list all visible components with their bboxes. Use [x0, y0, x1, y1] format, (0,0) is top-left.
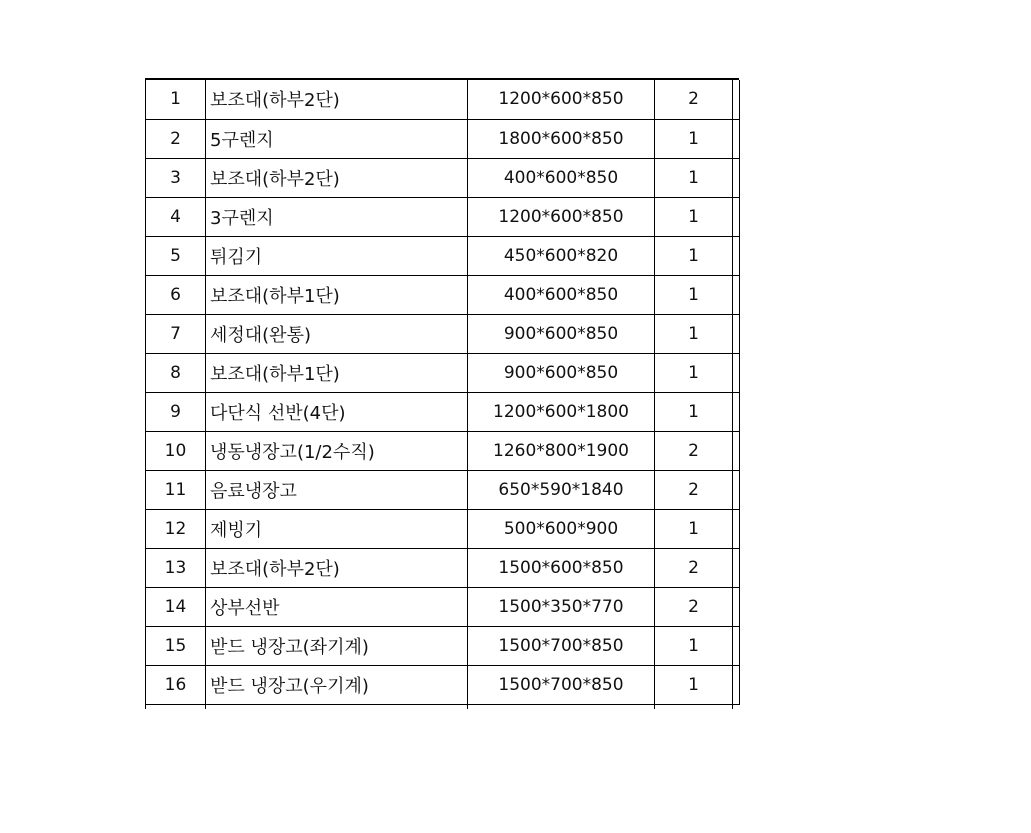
row-number-cell: 5 — [146, 236, 206, 275]
trailing-cell — [733, 392, 740, 431]
item-name-cell: 다단식 선반(4단) — [206, 392, 468, 431]
item-name-cell: 보조대(하부2단) — [206, 80, 468, 119]
row-number-cell: 4 — [146, 197, 206, 236]
equipment-table-body — [146, 80, 740, 704]
item-name-cell: 받드 냉장고(좌기계) — [206, 626, 468, 665]
quantity-cell: 1 — [655, 665, 733, 704]
table-row — [146, 665, 740, 704]
dimensions-cell: 450*600*820 — [468, 236, 655, 275]
row-number-cell: 16 — [146, 665, 206, 704]
item-name-cell: 받드 냉장고(우기계) — [206, 665, 468, 704]
trailing-cell — [733, 197, 740, 236]
table-row — [146, 509, 740, 548]
item-name-cell: 냉동냉장고(1/2수직) — [206, 431, 468, 470]
row-number-cell: 13 — [146, 548, 206, 587]
quantity-cell: 2 — [655, 548, 733, 587]
trailing-cell — [733, 587, 740, 626]
trailing-cell — [733, 236, 740, 275]
item-name-cell: 세정대(완통) — [206, 314, 468, 353]
row-number-cell: 14 — [146, 587, 206, 626]
table-row — [146, 392, 740, 431]
dimensions-cell: 650*590*1840 — [468, 470, 655, 509]
column-stub-line — [654, 703, 655, 709]
trailing-cell — [733, 80, 740, 119]
dimensions-cell: 900*600*850 — [468, 314, 655, 353]
table-row — [146, 275, 740, 314]
dimensions-cell: 1800*600*850 — [468, 119, 655, 158]
dimensions-cell: 400*600*850 — [468, 158, 655, 197]
item-name-cell: 보조대(하부1단) — [206, 353, 468, 392]
item-name-cell: 5구렌지 — [206, 119, 468, 158]
item-name-cell: 제빙기 — [206, 509, 468, 548]
table-row — [146, 119, 740, 158]
dimensions-cell: 1260*800*1900 — [468, 431, 655, 470]
row-number-cell: 7 — [146, 314, 206, 353]
trailing-cell — [733, 314, 740, 353]
table-row — [146, 548, 740, 587]
trailing-cell — [733, 509, 740, 548]
dimensions-cell: 1500*700*850 — [468, 665, 655, 704]
item-name-cell: 상부선반 — [206, 587, 468, 626]
column-stub-line — [205, 703, 206, 709]
equipment-table — [145, 80, 740, 705]
dimensions-cell: 1500*600*850 — [468, 548, 655, 587]
dimensions-cell: 900*600*850 — [468, 353, 655, 392]
row-number-cell: 9 — [146, 392, 206, 431]
trailing-cell — [733, 470, 740, 509]
dimensions-cell: 1500*700*850 — [468, 626, 655, 665]
table-row — [146, 197, 740, 236]
dimensions-cell: 1200*600*850 — [468, 197, 655, 236]
quantity-cell: 2 — [655, 470, 733, 509]
dimensions-cell: 1200*600*1800 — [468, 392, 655, 431]
dimensions-cell: 1500*350*770 — [468, 587, 655, 626]
table-row — [146, 626, 740, 665]
column-stub-line — [732, 703, 733, 709]
table-row — [146, 431, 740, 470]
quantity-cell: 2 — [655, 431, 733, 470]
quantity-cell: 1 — [655, 158, 733, 197]
trailing-cell — [733, 665, 740, 704]
quantity-cell: 1 — [655, 392, 733, 431]
trailing-cell — [733, 119, 740, 158]
trailing-cell — [733, 275, 740, 314]
row-number-cell: 10 — [146, 431, 206, 470]
table-row — [146, 80, 740, 119]
quantity-cell: 1 — [655, 119, 733, 158]
table-row — [146, 158, 740, 197]
trailing-cell — [733, 158, 740, 197]
dimensions-cell: 500*600*900 — [468, 509, 655, 548]
column-stub-line — [145, 703, 146, 709]
trailing-cell — [733, 431, 740, 470]
row-number-cell: 6 — [146, 275, 206, 314]
row-number-cell: 1 — [146, 80, 206, 119]
table-row — [146, 470, 740, 509]
quantity-cell: 1 — [655, 236, 733, 275]
trailing-cell — [733, 626, 740, 665]
table-row — [146, 353, 740, 392]
table-row — [146, 236, 740, 275]
item-name-cell: 튀김기 — [206, 236, 468, 275]
row-number-cell: 11 — [146, 470, 206, 509]
item-name-cell: 보조대(하부2단) — [206, 158, 468, 197]
item-name-cell: 음료냉장고 — [206, 470, 468, 509]
quantity-cell: 1 — [655, 353, 733, 392]
item-name-cell: 3구렌지 — [206, 197, 468, 236]
table-row — [146, 314, 740, 353]
column-stub-line — [467, 703, 468, 709]
quantity-cell: 2 — [655, 587, 733, 626]
quantity-cell: 1 — [655, 275, 733, 314]
trailing-cell — [733, 353, 740, 392]
quantity-cell: 2 — [655, 80, 733, 119]
dimensions-cell: 1200*600*850 — [468, 80, 655, 119]
table-row — [146, 587, 740, 626]
item-name-cell: 보조대(하부1단) — [206, 275, 468, 314]
dimensions-cell: 400*600*850 — [468, 275, 655, 314]
row-number-cell: 2 — [146, 119, 206, 158]
quantity-cell: 1 — [655, 197, 733, 236]
trailing-cell — [733, 548, 740, 587]
quantity-cell: 1 — [655, 314, 733, 353]
item-name-cell: 보조대(하부2단) — [206, 548, 468, 587]
row-number-cell: 3 — [146, 158, 206, 197]
row-number-cell: 12 — [146, 509, 206, 548]
quantity-cell: 1 — [655, 626, 733, 665]
row-number-cell: 8 — [146, 353, 206, 392]
quantity-cell: 1 — [655, 509, 733, 548]
row-number-cell: 15 — [146, 626, 206, 665]
